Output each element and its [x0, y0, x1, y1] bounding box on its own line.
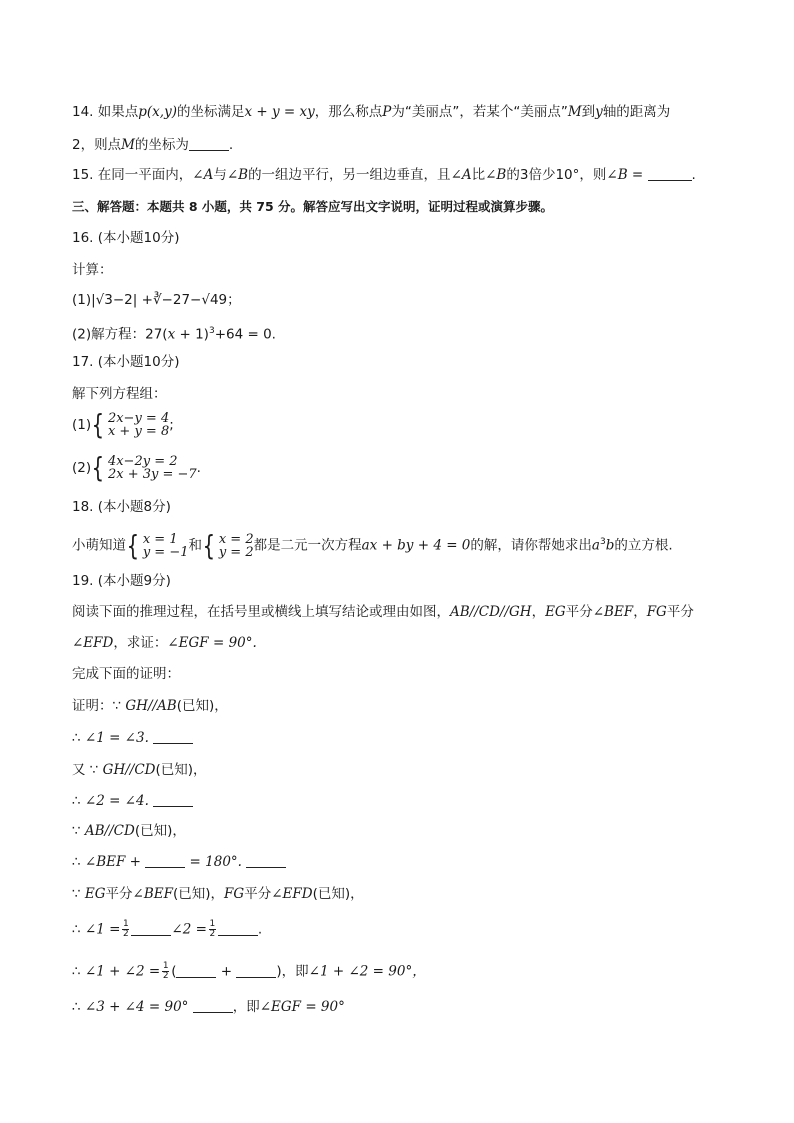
system-row: x + y = 8 — [107, 424, 170, 439]
q14-text: 为“美丽点”，若某个“美丽点” — [391, 104, 568, 120]
q15-text: 的3倍少10°，则 — [506, 167, 607, 183]
exponent: 3 — [599, 537, 606, 547]
q19-text: ， — [531, 604, 546, 620]
q15-answer-blank[interactable] — [648, 166, 692, 181]
equation-system — [91, 408, 170, 441]
q16-var: x — [167, 326, 176, 343]
q18-text: 和 — [188, 537, 202, 554]
q14-line2 — [72, 136, 233, 154]
proof-math: GH//AB — [125, 698, 177, 714]
numerator: 1 — [209, 919, 216, 929]
proof-text: )，即 — [276, 963, 309, 980]
proof-step-7 — [72, 885, 364, 903]
system-row: 2x−y = 4 — [107, 411, 170, 426]
proof-blank-8[interactable] — [236, 963, 276, 978]
q15-angle: ∠A — [192, 167, 214, 183]
q16-text: − — [190, 292, 202, 308]
q19-text: ， — [633, 604, 647, 620]
proof-math: ∠2 = ∠4. — [84, 793, 149, 809]
numerator: 1 — [162, 961, 169, 971]
q18-equation: ax + by + 4 = 0 — [361, 537, 471, 554]
sqrt-49: √49 — [201, 292, 228, 308]
proof-math: ∠EGF = 90° — [259, 999, 345, 1015]
q18-heading: 18. (本小题8分) — [72, 499, 171, 515]
q16-text: −2| + — [112, 292, 153, 308]
proof-text: (已知)， — [312, 886, 364, 902]
proof-blank-7[interactable] — [176, 963, 216, 978]
q16-text: + 1) — [175, 326, 209, 343]
proof-text: + — [220, 963, 233, 980]
q18-text: 的解，请你帮她求出 — [470, 537, 592, 554]
q14-text: . — [228, 137, 234, 153]
proof-text: ( — [171, 963, 177, 980]
q16-part1 — [72, 291, 241, 309]
q17-text: ; — [169, 417, 174, 433]
system-row: y = 2 — [218, 544, 254, 560]
q14-line1 — [72, 103, 670, 121]
q14-var: M — [567, 104, 582, 120]
proof-math: ∠3 + ∠4 = 90° — [84, 999, 189, 1015]
q19-text: 阅读下面的推理过程，在括号里或横线上填写结论或理由如图， — [72, 604, 450, 620]
q19-line1 — [72, 603, 694, 621]
system-row: 2x + 3y = −7 — [107, 467, 197, 482]
proof-blank-4[interactable] — [246, 853, 286, 868]
proof-text: 又 ∵ — [72, 762, 103, 778]
q19-text: 平分 — [666, 604, 694, 620]
q17-text: . — [196, 460, 201, 476]
proof-text: ∴ — [72, 963, 85, 980]
fraction-half — [122, 920, 129, 939]
proof-text: ∵ — [72, 886, 85, 902]
proof-text: . — [257, 921, 263, 938]
q16-text: +64 = 0. — [214, 326, 276, 343]
proof-blank-6[interactable] — [218, 921, 258, 936]
brace-icon: { — [202, 528, 216, 562]
proof-step-6 — [72, 853, 286, 871]
q15-angle: ∠A — [450, 167, 472, 183]
proof-math: = 180°. — [189, 854, 242, 870]
proof-math: ∠1 + ∠2 = — [84, 963, 161, 980]
system-row: x = 2 — [218, 531, 254, 547]
fraction-half — [209, 920, 216, 939]
system-row: y = −1 — [142, 544, 189, 560]
q15-text: . — [691, 167, 696, 183]
proof-text: ∴ — [72, 730, 85, 746]
solution-system-1 — [126, 528, 189, 562]
q14-var: M — [121, 137, 135, 153]
q19-math: EG — [545, 604, 566, 620]
q15-text: 比 — [471, 167, 486, 183]
proof-text: ∴ — [72, 854, 85, 870]
q19-heading: 19. (本小题9分) — [72, 573, 171, 589]
q15-text: 15. 在同一平面内， — [72, 167, 193, 183]
q16-text: ； — [227, 292, 241, 308]
proof-text: 证明：∵ — [72, 698, 126, 714]
denominator: 2 — [209, 929, 216, 939]
proof-step-9 — [72, 962, 426, 981]
sqrt-3: √3 — [95, 292, 113, 308]
proof-step-2 — [72, 729, 193, 747]
q17-system2 — [72, 451, 201, 484]
proof-text: 平分 — [105, 886, 133, 902]
q14-text: 轴的距离为 — [602, 104, 671, 120]
proof-text: (已知)， — [134, 823, 186, 839]
q19-complete: 完成下面的证明： — [72, 666, 180, 682]
proof-step-8 — [72, 920, 262, 939]
proof-text: (已知)， — [173, 886, 225, 902]
q15-line — [72, 166, 696, 184]
proof-text: ∴ — [72, 999, 85, 1015]
q14-text: 2，则点 — [72, 137, 122, 153]
q14-text: 到 — [581, 104, 596, 120]
proof-blank-5[interactable] — [131, 921, 171, 936]
proof-math: ∠1 = — [84, 921, 121, 938]
proof-step-3 — [72, 761, 207, 779]
proof-math: GH//CD — [102, 762, 156, 778]
q19-text: ，求证： — [113, 635, 168, 651]
proof-math: ∠1 = ∠3. — [84, 730, 149, 746]
proof-blank-9[interactable] — [193, 998, 233, 1013]
q15-angle: ∠B — [485, 167, 507, 183]
q19-math: AB//CD//GH — [450, 604, 532, 620]
q14-var: y — [595, 104, 603, 120]
proof-math: ∠1 + ∠2 = 90°， — [308, 963, 426, 980]
proof-text: ∴ — [72, 793, 85, 809]
proof-blank-3[interactable] — [145, 853, 185, 868]
q18-text: 的立方根. — [614, 537, 673, 554]
proof-text: (已知)， — [155, 762, 207, 778]
brace-icon: { — [91, 408, 105, 441]
proof-math: ∠2 = — [171, 921, 207, 938]
proof-math: ∠EFD — [271, 886, 313, 902]
proof-math: ∠BEF + — [84, 854, 141, 870]
q16-text: (1)| — [72, 292, 96, 308]
q17-heading: 17. (本小题10分) — [72, 354, 180, 370]
q17-label: (2) — [72, 460, 92, 476]
q14-text: 14. 如果点 — [72, 104, 139, 120]
proof-blank-2[interactable] — [153, 792, 193, 807]
q19-math: ∠EGF = 90°. — [167, 635, 257, 651]
numerator: 1 — [123, 919, 129, 929]
q15-text: 的一组边平行，另一组边垂直，且 — [248, 167, 451, 183]
q14-text: ，那么称点 — [314, 104, 383, 120]
q14-var: P — [382, 104, 392, 120]
q15-text: 与 — [213, 167, 227, 183]
q16-intro: 计算： — [72, 262, 113, 278]
proof-text: ∴ — [72, 921, 85, 938]
q18-var: a — [591, 537, 600, 554]
q17-intro: 解下列方程组： — [72, 386, 167, 402]
proof-math: AB//CD — [84, 823, 135, 839]
q16-part2 — [72, 322, 276, 344]
proof-text: 平分 — [244, 886, 272, 902]
q18-text: 小萌知道 — [72, 537, 126, 554]
q19-line2 — [72, 634, 257, 652]
q19-math: FG — [646, 604, 667, 620]
section-heading: 三、解答题：本题共 8 小题，共 75 分。解答应写出文字说明，证明过程或演算步骤。 — [72, 199, 554, 214]
q15-angle: ∠B = — [606, 167, 644, 183]
q18-text: 都是二元一次方程 — [253, 537, 362, 554]
solution-system-2 — [202, 528, 254, 562]
proof-math: ∠BEF — [132, 886, 173, 902]
brace-icon: { — [91, 451, 105, 484]
q15-angle: ∠B — [226, 167, 249, 183]
fraction-half — [162, 962, 169, 981]
system-row: x = 1 — [142, 531, 178, 547]
proof-text: ∵ — [72, 823, 85, 839]
proof-math: FG — [224, 886, 245, 902]
cube-root: ∛−27 — [152, 292, 191, 308]
q14-text: 的坐标为 — [134, 137, 189, 153]
q14-equation: x + y = xy — [244, 104, 315, 120]
proof-blank-1[interactable] — [153, 729, 193, 744]
proof-math: EG — [84, 886, 106, 902]
system-row: 4x−2y = 2 — [107, 454, 178, 469]
q14-point: p(x,y) — [138, 104, 177, 120]
denominator: 2 — [123, 929, 129, 939]
proof-text: (已知)， — [176, 698, 228, 714]
equation-system — [91, 451, 197, 484]
denominator: 2 — [162, 971, 169, 981]
proof-text: ，即 — [232, 999, 260, 1015]
q18-body — [72, 528, 673, 560]
exponent: 3 — [208, 326, 215, 336]
q14-text: 的坐标满足 — [176, 104, 245, 120]
q19-text: 平分 — [565, 604, 593, 620]
brace-icon: { — [126, 528, 140, 562]
q14-answer-blank[interactable] — [189, 136, 229, 151]
q17-system1 — [72, 408, 174, 441]
q19-math: ∠BEF — [592, 604, 634, 620]
proof-step-10 — [72, 998, 345, 1016]
q16-heading: 16. (本小题10分) — [72, 230, 180, 246]
q19-math: ∠EFD — [72, 635, 114, 651]
proof-step-4 — [72, 792, 193, 810]
q18-var: b — [605, 537, 615, 554]
proof-step-1 — [72, 697, 228, 715]
proof-step-5 — [72, 822, 186, 840]
q17-label: (1) — [72, 417, 92, 433]
q16-text: (2)解方程：27( — [72, 326, 168, 343]
